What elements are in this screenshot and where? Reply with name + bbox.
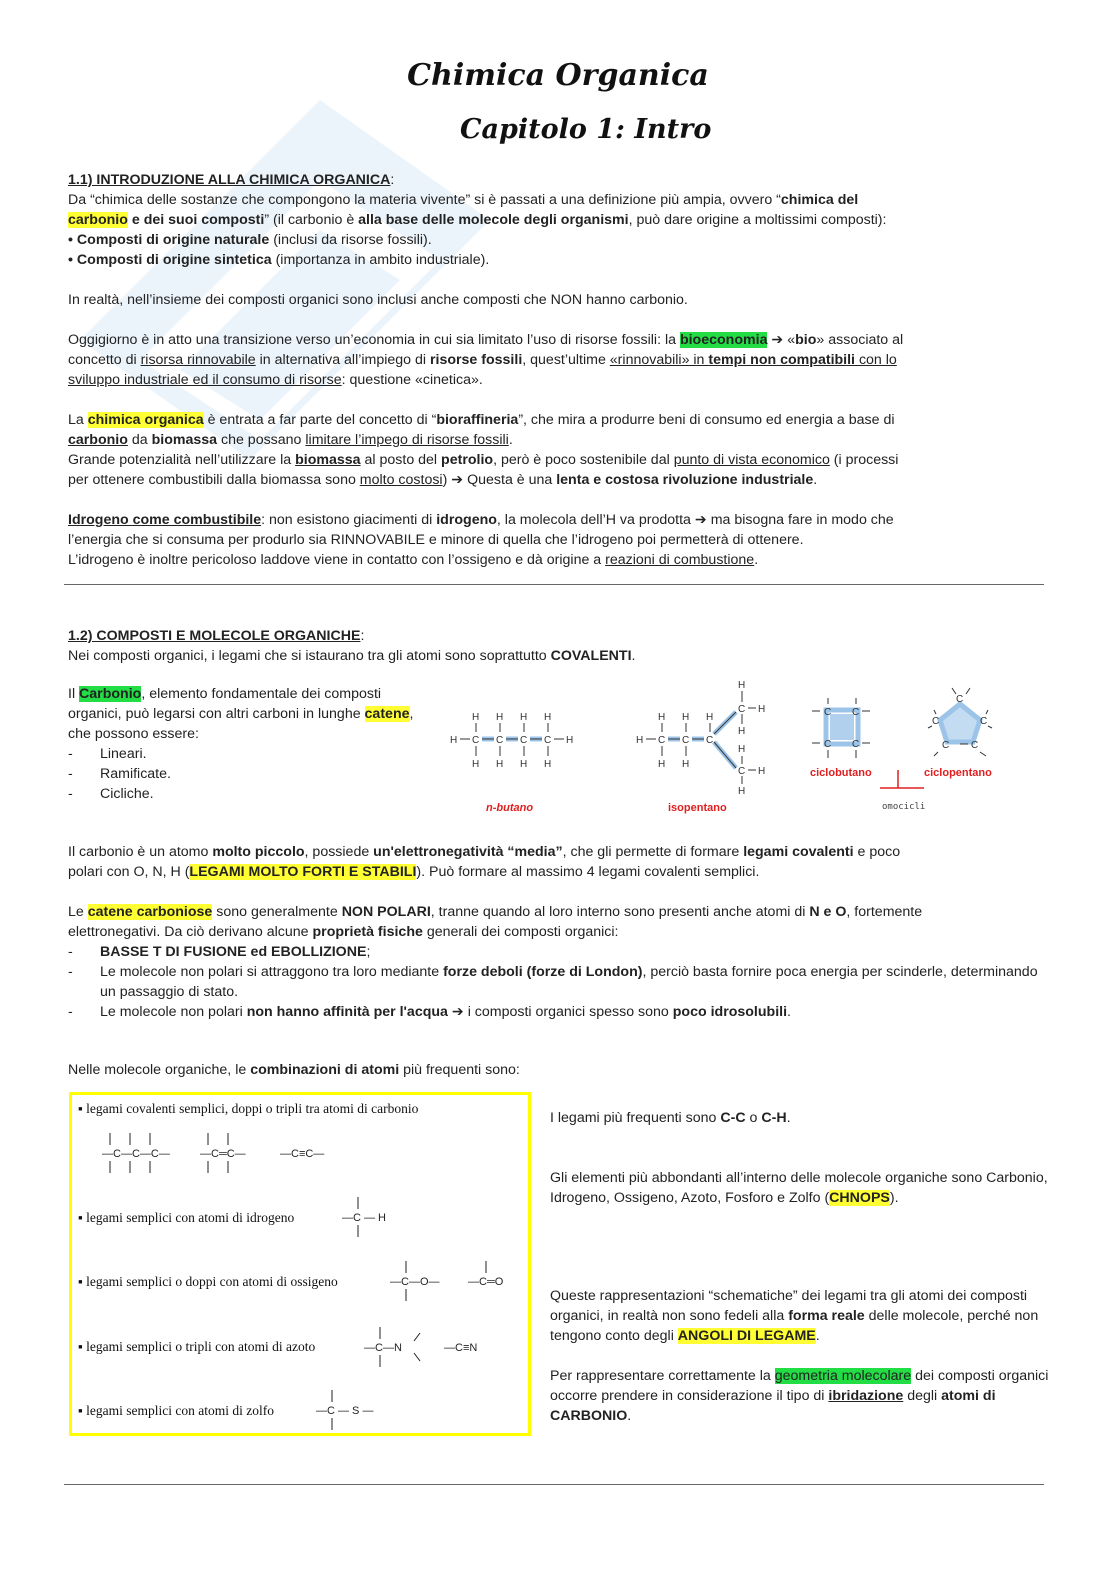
svg-text:—C — H: —C — H xyxy=(342,1212,386,1224)
paragraph: Nei composti organici, i legami che si istaurano tra gli atomi sono soprattutto COVALENTI. xyxy=(68,648,636,664)
paragraph: Oggigiorno è in atto una transizione verso un’economia in cui sia limitato l’uso di risorse fossili: la bioeconomia ➔ «bio» associato al concetto di risorsa rinnovabile in alternativa all’impiego di risorse fossili, quest’ultime «rinnovabili» in tempi non compatibili con lo sviluppo industriale ed il consumo di risorse: questione «cinetica». xyxy=(68,332,904,388)
list-item: - Lineari. xyxy=(68,744,428,764)
cyclopentane-structure xyxy=(928,688,992,756)
hydrogen-bond-structure xyxy=(342,1197,386,1237)
carbon-bonds-structure xyxy=(102,1133,324,1173)
svg-text:C: C xyxy=(852,739,860,750)
svg-text:H: H xyxy=(520,759,528,770)
sulfur-bond-structure xyxy=(316,1390,373,1430)
side-note: Per rappresentare correttamente la geometria molecolare dei composti organici occorre prendere in considerazione il tipo di ibridazione degli atomi di CARBONIO. xyxy=(550,1368,1049,1424)
bond-combinations-figure xyxy=(72,1095,528,1433)
section-compounds-body xyxy=(68,842,1048,1080)
svg-text:C: C xyxy=(738,766,746,777)
bond-combinations-box xyxy=(69,1092,531,1436)
svg-text:C: C xyxy=(824,707,832,718)
paragraph: La chimica organica è entrata a far parte del concetto di “bioraffineria”, che mira a produrre beni di consumo ed energia a base di carbonio da biomassa che possano limitare l’impego di risorse fossili. xyxy=(68,412,895,448)
figure-label-butano: n-butano xyxy=(486,802,534,814)
section-heading: 1.2) COMPOSTI E MOLECOLE ORGANICHE xyxy=(68,628,361,644)
svg-text:H: H xyxy=(682,759,690,770)
list-item: - Le molecole non polari non hanno affinità per l'acqua ➔ i composti organici spesso sono poco idrosolubili. xyxy=(68,1002,1048,1022)
figure-label-ciclobutano: ciclobutano xyxy=(810,767,872,779)
svg-text:H: H xyxy=(496,712,504,723)
svg-text:C: C xyxy=(942,740,950,751)
svg-text:C: C xyxy=(852,707,860,718)
svg-text:C: C xyxy=(496,735,504,746)
paragraph: In realtà, nell’insieme dei composti organici sono inclusi anche composti che NON hanno carbonio. xyxy=(68,292,688,308)
svg-text:H: H xyxy=(658,759,666,770)
list-item: - BASSE T DI FUSIONE ed EBOLLIZIONE; xyxy=(68,942,1048,962)
section-heading: 1.1) INTRODUZIONE ALLA CHIMICA ORGANICA xyxy=(68,172,391,188)
divider xyxy=(64,1484,1044,1485)
svg-text:—C═C—: —C═C— xyxy=(200,1148,246,1160)
svg-text:C: C xyxy=(472,735,480,746)
box-row-nitrogen: ▪ legami semplici o tripli con atomi di azoto xyxy=(78,1339,316,1354)
paragraph: Grande potenzialità nell’utilizzare la biomassa al posto del petrolio, però è poco sostenibile dal punto di vista economico (i processi per ottenere combustibili dalla biomassa sono molto costosi) ➔ Questa è una lenta e costosa rivoluzione industriale. xyxy=(68,452,899,488)
svg-text:H: H xyxy=(450,735,458,746)
svg-text:H: H xyxy=(738,786,746,797)
svg-text:C: C xyxy=(682,735,690,746)
isopentane-structure xyxy=(636,680,765,797)
box-row-carbon: ▪ legami covalenti semplici, doppi o tripli tra atomi di carbonio xyxy=(78,1101,419,1116)
svg-text:H: H xyxy=(738,726,746,737)
svg-text:H: H xyxy=(758,766,766,777)
side-note: Gli elementi più abbondanti all’interno delle molecole organiche sono Carbonio, Idrogeno, Ossigeno, Azoto, Fosforo e Zolfo (CHNOPS). xyxy=(550,1170,1048,1206)
svg-text:H: H xyxy=(496,759,504,770)
divider xyxy=(64,584,1044,585)
list-item: - Cicliche. xyxy=(68,784,428,804)
svg-text:H: H xyxy=(636,735,644,746)
list-item: - Ramificate. xyxy=(68,764,428,784)
section-intro: 1.1) INTRODUZIONE ALLA CHIMICA ORGANICA: Da “chimica delle sostanze che compongono la materia vivente” si è passati a una definizione più ampia, ovvero “chimica del carbonio e dei suoi composti” (il carbonio è alla base delle molecole degli organismi, può dare origine a moltissimi composti): • Composti di origine naturale (inclusi da risorse fossili). • Composti di origine sintetica (importanza in ambito industriale). In realtà, nell’insieme dei composti organici sono inclusi anche composti che NON hanno carbonio. Oggigiorno è in atto una transizione verso un’economia in cui sia limitato l’uso di risorse fossili: la bioeconomia ➔ «bio» associato al concetto di risorsa rinnovabile in alternativa all’impiego di risorse fossili, quest’ultime «rinnovabili» in tempi non compatibili con lo sviluppo industriale ed il consumo di risorse: questione «cinetica». La chimica organica è entrata a far parte del concetto di “bioraffineria”, che mira a produrre beni di consumo ed energia a base di carbonio da biomassa che possano limitare l’impego di risorse fossili. Grande potenzialità nell’utilizzare la biomassa al posto del petrolio, però è poco sostenibile dal punto di vista economico (i processi per ottenere combustibili dalla biomassa sono molto costosi) ➔ Questa è una lenta e costosa rivoluzione industriale. Idrogeno come combustibile: non esistono giacimenti di idrogeno, la molecola dell’H va prodotta ➔ ma bisogna fare in modo che l’energia che si consuma per produrlo sia RINNOVABILE e minore di quella che l’idrogeno poi permetterà di ottenere. L’idrogeno è inoltre pericoloso laddove viene in contatto con l’ossigeno e dà origine a reazioni di combustione. xyxy=(68,170,1048,570)
svg-text:—C═O: —C═O xyxy=(468,1276,504,1288)
bullet-item: • Composti di origine naturale (inclusi da risorse fossili). xyxy=(68,232,432,248)
paragraph: Da “chimica delle sostanze che compongono la materia vivente” si è passati a una definizione più ampia, ovvero “chimica del carbonio e dei suoi composti” (il carbonio è alla base delle molecole degli organismi, può dare origine a moltissimi composti): xyxy=(68,192,887,228)
svg-text:H: H xyxy=(758,704,766,715)
box-row-oxygen: ▪ legami semplici o doppi con atomi di ossigeno xyxy=(78,1274,338,1289)
side-note: I legami più frequenti sono C-C o C-H. xyxy=(550,1110,791,1126)
nitrogen-bond-structure xyxy=(364,1327,477,1367)
svg-text:C: C xyxy=(520,735,528,746)
svg-text:H: H xyxy=(706,712,714,723)
svg-text:C: C xyxy=(658,735,666,746)
n-butane-structure xyxy=(450,712,573,770)
svg-text:C: C xyxy=(544,735,552,746)
svg-text:H: H xyxy=(520,712,528,723)
svg-text:H: H xyxy=(544,712,552,723)
svg-text:C: C xyxy=(980,716,988,727)
chapter-title: Capitolo 1: Intro xyxy=(460,114,712,145)
svg-text:—C—C—C—: —C—C—C— xyxy=(102,1148,170,1160)
paragraph: Nelle molecole organiche, le combinazioni di atomi più frequenti sono: xyxy=(68,1062,520,1078)
svg-text:—C — S —: —C — S — xyxy=(316,1405,374,1417)
page-title: Chimica Organica xyxy=(407,58,709,93)
svg-text:H: H xyxy=(566,735,574,746)
carbon-chain-figure xyxy=(440,676,1020,820)
svg-text:C: C xyxy=(824,739,832,750)
svg-text:H: H xyxy=(472,759,480,770)
figure-label-ciclopentano: ciclopentano xyxy=(924,767,992,779)
svg-text:—C≡N: —C≡N xyxy=(444,1342,478,1354)
svg-text:—C—O—: —C—O— xyxy=(390,1276,440,1288)
svg-text:C: C xyxy=(706,735,714,746)
paragraph: Il carbonio è un atomo molto piccolo, possiede un'elettronegatività “media”, che gli permette di formare legami covalenti e poco polari con O, N, H (LEGAMI MOLTO FORTI E STABILI). Può formare al massimo 4 legami covalenti semplici. xyxy=(68,844,901,880)
paragraph: Le catene carboniose sono generalmente NON POLARI, tranne quando al loro interno sono presenti anche atomi di N e O, fortemente elettronegativi. Da ciò derivano alcune proprietà fisiche generali dei composti organici: xyxy=(68,904,923,940)
svg-text:H: H xyxy=(658,712,666,723)
svg-text:H: H xyxy=(738,744,746,755)
svg-text:C: C xyxy=(956,694,964,705)
properties-list xyxy=(68,942,1048,1022)
figure-label-isopentano: isopentano xyxy=(668,802,727,814)
svg-text:—C—N: —C—N xyxy=(364,1342,402,1354)
chain-type-list xyxy=(68,744,428,804)
box-row-sulfur: ▪ legami semplici con atomi di zolfo xyxy=(78,1403,274,1418)
bullet-item: • Composti di origine sintetica (importanza in ambito industriale). xyxy=(68,252,490,268)
box-row-hydrogen: ▪ legami semplici con atomi di idrogeno xyxy=(78,1210,295,1225)
side-note: Queste rappresentazioni “schematiche” dei legami tra gli atomi dei composti organici, in realtà non sono fedeli alla forma reale delle molecole, perché non tengono conto degli ANGOLI DI LEGAME. xyxy=(550,1288,1039,1344)
list-item: - Le molecole non polari si attraggono tra loro mediante forze deboli (forze di London), perciò basta fornire poca energia per scinderle, determinando un passaggio di stato. xyxy=(68,962,1048,1002)
section-compounds: 1.2) COMPOSTI E MOLECOLE ORGANICHE: Nei composti organici, i legami che si istaurano tra gli atomi sono soprattutto COVALENTI. xyxy=(68,626,1048,666)
svg-text:C: C xyxy=(971,740,979,751)
cyclobutane-structure xyxy=(812,698,870,758)
svg-text:C: C xyxy=(932,716,940,727)
svg-text:H: H xyxy=(472,712,480,723)
svg-text:—C≡C—: —C≡C— xyxy=(280,1148,325,1160)
svg-text:H: H xyxy=(682,712,690,723)
oxygen-bond-structure xyxy=(390,1261,504,1301)
svg-text:C: C xyxy=(738,704,746,715)
svg-text:H: H xyxy=(738,680,746,691)
figure-label-omocicli: omocicli xyxy=(882,802,926,812)
paragraph: Idrogeno come combustibile: non esistono giacimenti di idrogeno, la molecola dell’H va prodotta ➔ ma bisogna fare in modo che l’energia che si consuma per produrlo sia RINNOVABILE e minore di quella che l’idrogeno poi permetterà di ottenere. L’idrogeno è inoltre pericoloso laddove viene in contatto con l’ossigeno e dà origine a reazioni di combustione. xyxy=(68,512,894,568)
svg-text:H: H xyxy=(544,759,552,770)
carbon-chains-text: Il Carbonio, elemento fondamentale dei composti organici, può legarsi con altri carboni in lunghe catene, che possono essere: - Lineari. - Ramificate. - Cicliche. xyxy=(68,684,428,804)
